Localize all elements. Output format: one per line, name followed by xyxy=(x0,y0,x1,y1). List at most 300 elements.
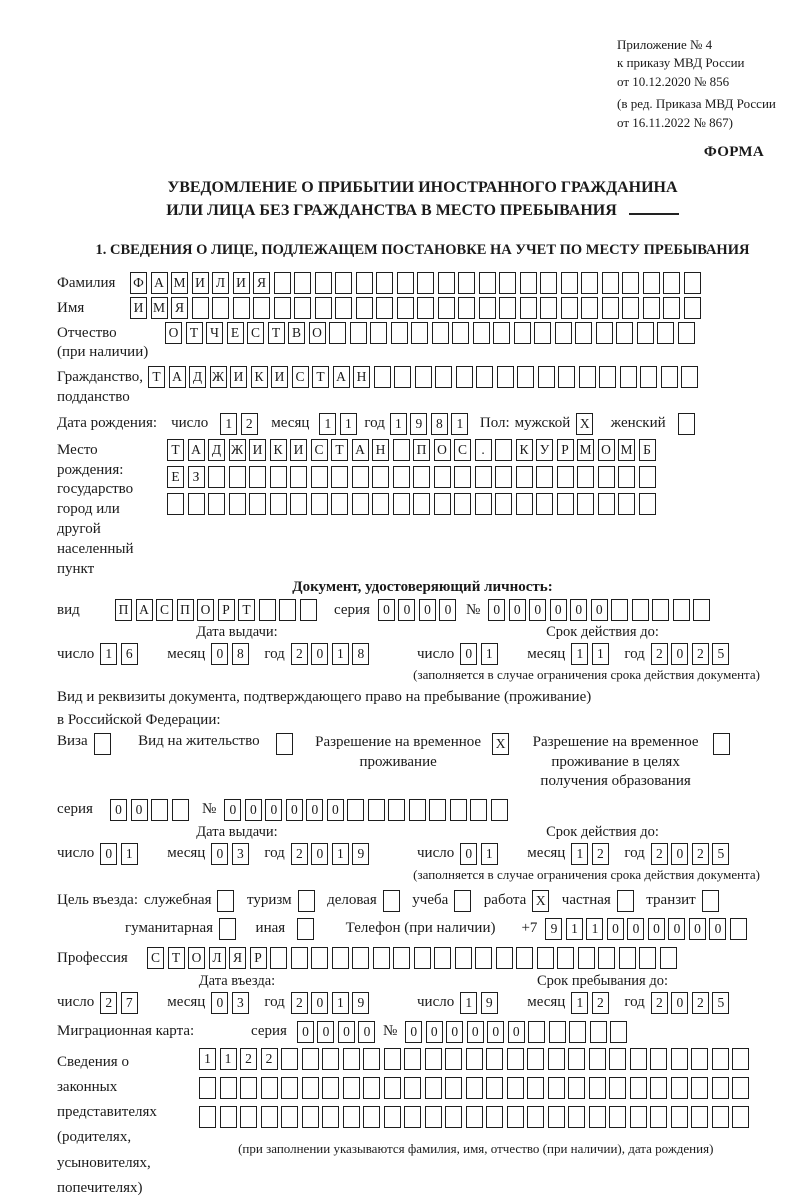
char-cell[interactable]: Т xyxy=(168,947,185,969)
char-cell[interactable] xyxy=(413,493,430,515)
char-cell[interactable] xyxy=(413,466,430,488)
char-cell[interactable] xyxy=(411,322,428,344)
char-cell[interactable] xyxy=(538,366,555,388)
char-cell[interactable]: 1 xyxy=(332,643,349,665)
char-cell[interactable] xyxy=(712,1106,729,1128)
char-cell[interactable]: 0 xyxy=(689,918,706,940)
char-cell[interactable] xyxy=(445,1106,462,1128)
char-cell[interactable]: 0 xyxy=(211,843,228,865)
char-cell[interactable] xyxy=(253,297,270,319)
char-cell[interactable] xyxy=(290,493,307,515)
char-cell[interactable]: 1 xyxy=(481,843,498,865)
char-cell[interactable] xyxy=(663,272,680,294)
char-cell[interactable] xyxy=(499,297,516,319)
char-cell[interactable] xyxy=(712,1048,729,1070)
char-cell[interactable]: С xyxy=(454,439,471,461)
char-cell[interactable] xyxy=(404,1077,421,1099)
char-cell[interactable]: 2 xyxy=(291,992,308,1014)
char-cell[interactable] xyxy=(393,439,410,461)
char-cell[interactable] xyxy=(557,947,574,969)
char-cell[interactable] xyxy=(671,1048,688,1070)
char-cell[interactable] xyxy=(300,599,317,621)
char-cell[interactable] xyxy=(618,466,635,488)
char-cell[interactable] xyxy=(291,947,308,969)
char-cell[interactable] xyxy=(434,493,451,515)
char-cell[interactable] xyxy=(652,599,669,621)
char-cell[interactable]: 3 xyxy=(232,843,249,865)
char-cell[interactable]: 1 xyxy=(460,992,477,1014)
char-cell[interactable] xyxy=(495,439,512,461)
char-cell[interactable] xyxy=(331,466,348,488)
char-cell[interactable]: 2 xyxy=(592,843,609,865)
char-cell[interactable] xyxy=(712,1077,729,1099)
char-cell[interactable]: 9 xyxy=(352,992,369,1014)
char-cell[interactable] xyxy=(417,297,434,319)
char-cell[interactable] xyxy=(650,1048,667,1070)
char-cell[interactable]: О xyxy=(434,439,451,461)
char-cell[interactable]: 0 xyxy=(460,843,477,865)
char-cell[interactable] xyxy=(507,1077,524,1099)
char-cell[interactable]: 0 xyxy=(467,1021,484,1043)
char-cell[interactable]: Д xyxy=(189,366,206,388)
char-cell[interactable] xyxy=(370,322,387,344)
char-cell[interactable] xyxy=(391,322,408,344)
char-cell[interactable] xyxy=(249,466,266,488)
char-cell[interactable] xyxy=(732,1106,749,1128)
char-cell[interactable]: 1 xyxy=(319,413,336,435)
char-cell[interactable] xyxy=(577,493,594,515)
char-cell[interactable] xyxy=(475,466,492,488)
male-checkbox[interactable]: X xyxy=(576,413,593,435)
char-cell[interactable]: 9 xyxy=(481,992,498,1014)
visa-checkbox[interactable] xyxy=(94,733,111,755)
char-cell[interactable] xyxy=(520,272,537,294)
char-cell[interactable] xyxy=(315,272,332,294)
char-cell[interactable] xyxy=(568,1106,585,1128)
char-cell[interactable] xyxy=(678,322,695,344)
char-cell[interactable] xyxy=(691,1048,708,1070)
char-cell[interactable] xyxy=(479,272,496,294)
char-cell[interactable]: И xyxy=(271,366,288,388)
char-cell[interactable] xyxy=(233,297,250,319)
char-cell[interactable] xyxy=(495,493,512,515)
char-cell[interactable]: 0 xyxy=(297,1021,314,1043)
char-cell[interactable]: 0 xyxy=(426,1021,443,1043)
char-cell[interactable] xyxy=(281,1077,298,1099)
char-cell[interactable] xyxy=(315,297,332,319)
char-cell[interactable]: Ф xyxy=(130,272,147,294)
char-cell[interactable] xyxy=(611,599,628,621)
purpose-humanitarian-checkbox[interactable] xyxy=(219,918,236,940)
char-cell[interactable]: О xyxy=(188,947,205,969)
char-cell[interactable]: . xyxy=(475,439,492,461)
char-cell[interactable] xyxy=(517,366,534,388)
purpose-transit-checkbox[interactable] xyxy=(702,890,719,912)
char-cell[interactable] xyxy=(376,297,393,319)
char-cell[interactable] xyxy=(598,493,615,515)
char-cell[interactable]: 1 xyxy=(121,843,138,865)
char-cell[interactable]: Т xyxy=(331,439,348,461)
char-cell[interactable] xyxy=(151,799,168,821)
char-cell[interactable] xyxy=(417,272,434,294)
char-cell[interactable]: 5 xyxy=(712,843,729,865)
char-cell[interactable]: 0 xyxy=(327,799,344,821)
char-cell[interactable] xyxy=(693,599,710,621)
char-cell[interactable]: 2 xyxy=(261,1048,278,1070)
char-cell[interactable] xyxy=(732,1048,749,1070)
char-cell[interactable]: П xyxy=(413,439,430,461)
char-cell[interactable]: 6 xyxy=(121,643,138,665)
char-cell[interactable]: 2 xyxy=(651,843,668,865)
char-cell[interactable] xyxy=(578,947,595,969)
char-cell[interactable]: П xyxy=(177,599,194,621)
char-cell[interactable]: 0 xyxy=(671,643,688,665)
char-cell[interactable]: В xyxy=(288,322,305,344)
char-cell[interactable] xyxy=(409,799,426,821)
char-cell[interactable] xyxy=(384,1077,401,1099)
char-cell[interactable] xyxy=(414,947,431,969)
char-cell[interactable] xyxy=(660,947,677,969)
char-cell[interactable] xyxy=(363,1048,380,1070)
char-cell[interactable] xyxy=(558,366,575,388)
char-cell[interactable]: О xyxy=(165,322,182,344)
residence-permit-checkbox[interactable] xyxy=(276,733,293,755)
char-cell[interactable] xyxy=(681,366,698,388)
char-cell[interactable] xyxy=(691,1106,708,1128)
char-cell[interactable]: 8 xyxy=(352,643,369,665)
char-cell[interactable] xyxy=(415,366,432,388)
char-cell[interactable]: Е xyxy=(227,322,244,344)
char-cell[interactable] xyxy=(622,272,639,294)
char-cell[interactable] xyxy=(384,1106,401,1128)
char-cell[interactable] xyxy=(434,947,451,969)
char-cell[interactable]: 1 xyxy=(332,843,349,865)
char-cell[interactable] xyxy=(404,1106,421,1128)
char-cell[interactable]: А xyxy=(136,599,153,621)
char-cell[interactable]: С xyxy=(147,947,164,969)
char-cell[interactable] xyxy=(632,599,649,621)
char-cell[interactable] xyxy=(311,466,328,488)
char-cell[interactable] xyxy=(270,947,287,969)
char-cell[interactable]: 0 xyxy=(378,599,395,621)
char-cell[interactable]: Н xyxy=(353,366,370,388)
char-cell[interactable] xyxy=(279,599,296,621)
char-cell[interactable] xyxy=(609,1048,626,1070)
char-cell[interactable]: 0 xyxy=(648,918,665,940)
char-cell[interactable]: Л xyxy=(209,947,226,969)
char-cell[interactable] xyxy=(534,322,551,344)
char-cell[interactable] xyxy=(274,297,291,319)
char-cell[interactable] xyxy=(458,272,475,294)
char-cell[interactable] xyxy=(602,297,619,319)
char-cell[interactable] xyxy=(261,1106,278,1128)
char-cell[interactable]: 0 xyxy=(306,799,323,821)
char-cell[interactable]: 0 xyxy=(211,992,228,1014)
char-cell[interactable] xyxy=(332,947,349,969)
char-cell[interactable]: 1 xyxy=(566,918,583,940)
char-cell[interactable] xyxy=(343,1077,360,1099)
char-cell[interactable]: 1 xyxy=(451,413,468,435)
purpose-work-checkbox[interactable]: X xyxy=(532,890,549,912)
char-cell[interactable]: 1 xyxy=(332,992,349,1014)
purpose-tourism-checkbox[interactable] xyxy=(298,890,315,912)
purpose-official-checkbox[interactable] xyxy=(217,890,234,912)
char-cell[interactable]: 1 xyxy=(586,918,603,940)
char-cell[interactable]: Т xyxy=(148,366,165,388)
char-cell[interactable] xyxy=(507,1048,524,1070)
char-cell[interactable]: 0 xyxy=(446,1021,463,1043)
char-cell[interactable] xyxy=(548,1048,565,1070)
char-cell[interactable]: 2 xyxy=(241,413,258,435)
char-cell[interactable] xyxy=(663,297,680,319)
char-cell[interactable] xyxy=(368,799,385,821)
char-cell[interactable]: С xyxy=(156,599,173,621)
char-cell[interactable]: А xyxy=(151,272,168,294)
char-cell[interactable]: С xyxy=(292,366,309,388)
char-cell[interactable] xyxy=(435,366,452,388)
char-cell[interactable] xyxy=(172,799,189,821)
char-cell[interactable] xyxy=(609,1106,626,1128)
char-cell[interactable]: 0 xyxy=(550,599,567,621)
char-cell[interactable]: 0 xyxy=(668,918,685,940)
char-cell[interactable]: М xyxy=(171,272,188,294)
char-cell[interactable] xyxy=(456,366,473,388)
char-cell[interactable] xyxy=(671,1106,688,1128)
char-cell[interactable] xyxy=(445,1077,462,1099)
char-cell[interactable] xyxy=(568,1048,585,1070)
char-cell[interactable] xyxy=(618,493,635,515)
char-cell[interactable]: О xyxy=(598,439,615,461)
char-cell[interactable] xyxy=(579,366,596,388)
char-cell[interactable]: Р xyxy=(557,439,574,461)
char-cell[interactable]: К xyxy=(516,439,533,461)
char-cell[interactable] xyxy=(610,1021,627,1043)
char-cell[interactable] xyxy=(199,1106,216,1128)
char-cell[interactable] xyxy=(540,272,557,294)
char-cell[interactable]: 0 xyxy=(529,599,546,621)
char-cell[interactable]: 0 xyxy=(488,599,505,621)
char-cell[interactable] xyxy=(499,272,516,294)
char-cell[interactable]: 1 xyxy=(220,413,237,435)
char-cell[interactable]: 1 xyxy=(571,992,588,1014)
char-cell[interactable]: 2 xyxy=(592,992,609,1014)
char-cell[interactable]: А xyxy=(333,366,350,388)
char-cell[interactable]: 0 xyxy=(131,799,148,821)
char-cell[interactable]: 0 xyxy=(419,599,436,621)
char-cell[interactable] xyxy=(630,1106,647,1128)
char-cell[interactable]: 0 xyxy=(317,1021,334,1043)
char-cell[interactable] xyxy=(302,1106,319,1128)
char-cell[interactable]: О xyxy=(197,599,214,621)
char-cell[interactable] xyxy=(322,1048,339,1070)
char-cell[interactable]: Н xyxy=(372,439,389,461)
char-cell[interactable] xyxy=(372,466,389,488)
char-cell[interactable] xyxy=(450,799,467,821)
char-cell[interactable]: Р xyxy=(250,947,267,969)
char-cell[interactable]: 9 xyxy=(410,413,427,435)
char-cell[interactable]: 1 xyxy=(340,413,357,435)
char-cell[interactable] xyxy=(516,947,533,969)
char-cell[interactable] xyxy=(732,1077,749,1099)
char-cell[interactable]: 7 xyxy=(121,992,138,1014)
char-cell[interactable] xyxy=(520,297,537,319)
char-cell[interactable] xyxy=(192,297,209,319)
char-cell[interactable] xyxy=(475,947,492,969)
char-cell[interactable] xyxy=(514,322,531,344)
char-cell[interactable]: Д xyxy=(208,439,225,461)
char-cell[interactable] xyxy=(311,493,328,515)
char-cell[interactable] xyxy=(684,272,701,294)
char-cell[interactable] xyxy=(290,466,307,488)
char-cell[interactable] xyxy=(577,466,594,488)
char-cell[interactable] xyxy=(540,297,557,319)
char-cell[interactable] xyxy=(425,1106,442,1128)
purpose-study-checkbox[interactable] xyxy=(454,890,471,912)
char-cell[interactable] xyxy=(393,947,410,969)
char-cell[interactable] xyxy=(496,947,513,969)
char-cell[interactable]: 0 xyxy=(311,643,328,665)
char-cell[interactable] xyxy=(491,799,508,821)
char-cell[interactable] xyxy=(590,1021,607,1043)
char-cell[interactable] xyxy=(363,1077,380,1099)
char-cell[interactable]: 1 xyxy=(199,1048,216,1070)
char-cell[interactable] xyxy=(527,1077,544,1099)
char-cell[interactable] xyxy=(575,322,592,344)
char-cell[interactable] xyxy=(589,1077,606,1099)
char-cell[interactable]: 0 xyxy=(286,799,303,821)
char-cell[interactable] xyxy=(208,493,225,515)
char-cell[interactable] xyxy=(466,1048,483,1070)
char-cell[interactable] xyxy=(322,1106,339,1128)
char-cell[interactable] xyxy=(616,322,633,344)
char-cell[interactable]: 0 xyxy=(460,643,477,665)
char-cell[interactable] xyxy=(549,1021,566,1043)
char-cell[interactable]: С xyxy=(311,439,328,461)
char-cell[interactable]: Т xyxy=(186,322,203,344)
char-cell[interactable] xyxy=(455,947,472,969)
char-cell[interactable]: 0 xyxy=(509,599,526,621)
char-cell[interactable] xyxy=(438,297,455,319)
char-cell[interactable] xyxy=(639,947,656,969)
char-cell[interactable] xyxy=(434,466,451,488)
char-cell[interactable] xyxy=(373,947,390,969)
char-cell[interactable] xyxy=(261,1077,278,1099)
char-cell[interactable]: И xyxy=(192,272,209,294)
char-cell[interactable] xyxy=(630,1048,647,1070)
char-cell[interactable] xyxy=(363,1106,380,1128)
char-cell[interactable]: У xyxy=(536,439,553,461)
char-cell[interactable] xyxy=(376,272,393,294)
char-cell[interactable] xyxy=(259,599,276,621)
char-cell[interactable] xyxy=(294,272,311,294)
char-cell[interactable] xyxy=(476,366,493,388)
char-cell[interactable] xyxy=(536,493,553,515)
char-cell[interactable]: 0 xyxy=(245,799,262,821)
char-cell[interactable] xyxy=(281,1048,298,1070)
char-cell[interactable]: 0 xyxy=(671,843,688,865)
char-cell[interactable] xyxy=(393,493,410,515)
char-cell[interactable] xyxy=(637,322,654,344)
char-cell[interactable] xyxy=(596,322,613,344)
char-cell[interactable] xyxy=(507,1106,524,1128)
char-cell[interactable] xyxy=(270,466,287,488)
char-cell[interactable] xyxy=(619,947,636,969)
char-cell[interactable] xyxy=(527,1106,544,1128)
char-cell[interactable] xyxy=(473,322,490,344)
char-cell[interactable] xyxy=(454,493,471,515)
char-cell[interactable]: И xyxy=(249,439,266,461)
char-cell[interactable] xyxy=(281,1106,298,1128)
char-cell[interactable] xyxy=(452,322,469,344)
char-cell[interactable] xyxy=(212,297,229,319)
char-cell[interactable]: 0 xyxy=(224,799,241,821)
purpose-business-checkbox[interactable] xyxy=(383,890,400,912)
char-cell[interactable] xyxy=(589,1106,606,1128)
purpose-other-checkbox[interactable] xyxy=(297,918,314,940)
char-cell[interactable] xyxy=(270,493,287,515)
char-cell[interactable] xyxy=(548,1077,565,1099)
char-cell[interactable] xyxy=(352,947,369,969)
char-cell[interactable] xyxy=(188,493,205,515)
char-cell[interactable]: 1 xyxy=(571,843,588,865)
char-cell[interactable] xyxy=(630,1077,647,1099)
char-cell[interactable] xyxy=(650,1106,667,1128)
char-cell[interactable]: Ч xyxy=(206,322,223,344)
char-cell[interactable]: М xyxy=(618,439,635,461)
char-cell[interactable] xyxy=(335,297,352,319)
char-cell[interactable] xyxy=(598,466,615,488)
char-cell[interactable] xyxy=(208,466,225,488)
char-cell[interactable]: М xyxy=(577,439,594,461)
char-cell[interactable] xyxy=(384,1048,401,1070)
char-cell[interactable] xyxy=(322,1077,339,1099)
char-cell[interactable] xyxy=(643,297,660,319)
char-cell[interactable]: 5 xyxy=(712,992,729,1014)
char-cell[interactable] xyxy=(643,272,660,294)
char-cell[interactable] xyxy=(397,297,414,319)
char-cell[interactable] xyxy=(343,1048,360,1070)
char-cell[interactable] xyxy=(589,1048,606,1070)
char-cell[interactable]: И xyxy=(230,366,247,388)
char-cell[interactable] xyxy=(486,1048,503,1070)
char-cell[interactable]: А xyxy=(169,366,186,388)
char-cell[interactable]: И xyxy=(130,297,147,319)
char-cell[interactable]: Е xyxy=(167,466,184,488)
char-cell[interactable]: 3 xyxy=(232,992,249,1014)
char-cell[interactable]: 0 xyxy=(265,799,282,821)
female-checkbox[interactable] xyxy=(678,413,695,435)
char-cell[interactable] xyxy=(466,1077,483,1099)
char-cell[interactable]: 0 xyxy=(311,992,328,1014)
char-cell[interactable]: 1 xyxy=(100,643,117,665)
char-cell[interactable]: 0 xyxy=(398,599,415,621)
char-cell[interactable]: 1 xyxy=(592,643,609,665)
char-cell[interactable] xyxy=(240,1106,257,1128)
char-cell[interactable]: 2 xyxy=(240,1048,257,1070)
temp-residence-education-checkbox[interactable] xyxy=(713,733,730,755)
char-cell[interactable] xyxy=(602,272,619,294)
char-cell[interactable] xyxy=(294,297,311,319)
char-cell[interactable] xyxy=(343,1106,360,1128)
char-cell[interactable] xyxy=(684,297,701,319)
char-cell[interactable]: 0 xyxy=(405,1021,422,1043)
char-cell[interactable] xyxy=(432,322,449,344)
char-cell[interactable]: 0 xyxy=(709,918,726,940)
char-cell[interactable] xyxy=(394,366,411,388)
char-cell[interactable] xyxy=(657,322,674,344)
char-cell[interactable] xyxy=(429,799,446,821)
char-cell[interactable] xyxy=(581,272,598,294)
